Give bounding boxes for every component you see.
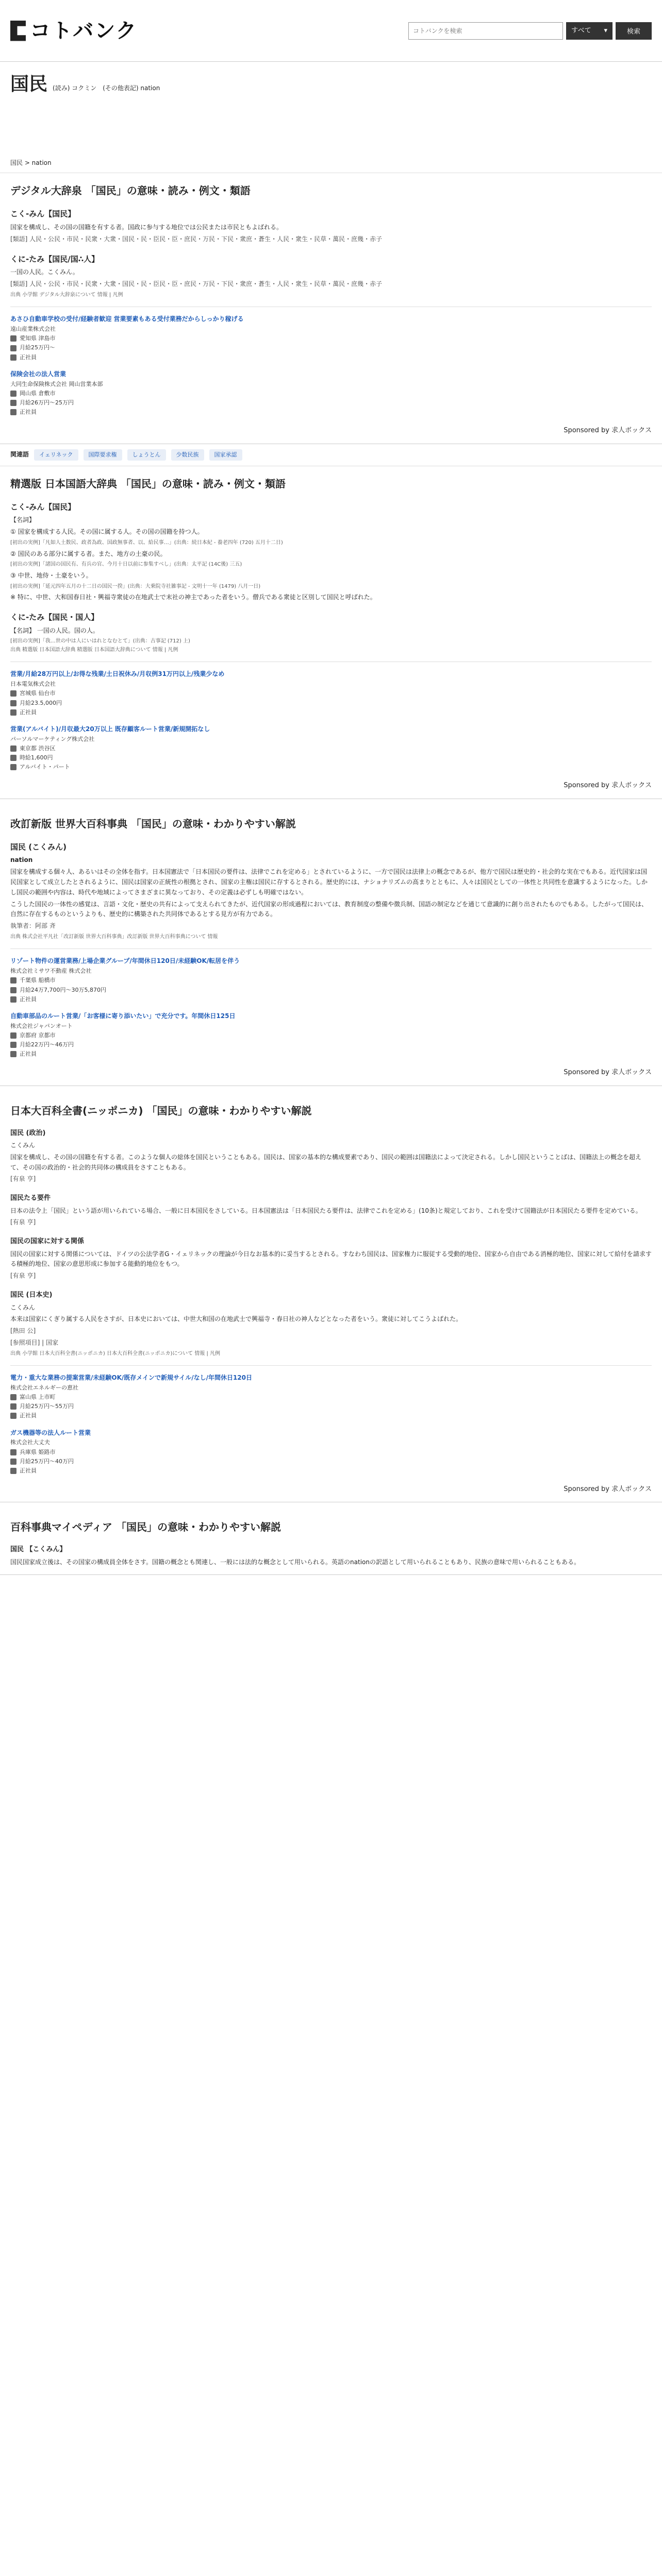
sense: ③ 中世、地侍・土豪をいう。: [10, 571, 92, 579]
badge-icon: [10, 1051, 16, 1057]
entry-heading: くに‐たみ【国民/国∴人】: [10, 254, 100, 264]
section-title: 日本大百科全書(ニッポニカ) 「国民」の意味・わかりやすい解説: [10, 1104, 312, 1117]
location-icon: [10, 745, 16, 752]
badge-icon: [10, 409, 16, 415]
company: 株式会社ミサワ不動産 株式会社: [10, 968, 92, 975]
location: 兵庫県 姫路市: [20, 1448, 56, 1455]
sponsored-by[interactable]: Sponsored by 求人ボックス: [564, 1485, 652, 1493]
location-icon: [10, 1449, 16, 1455]
job-title[interactable]: 保険会社の法人営業: [10, 370, 67, 378]
scope-label: すべて: [571, 26, 591, 35]
subheading: 国民たる要件: [10, 1194, 51, 1202]
related-tag[interactable]: イェリネック: [34, 449, 78, 461]
pay: 月給25万円〜40万円: [20, 1458, 74, 1465]
sense: ※ 特に、中世、大和国春日社・興福寺衆徒の在地武士で末社の神主であった者をいう。僧兵である衆徒と区別して国民と呼ばれた。: [10, 594, 376, 601]
employment-type: 正社員: [20, 1412, 37, 1419]
employment-type: アルバイト・パート: [20, 764, 70, 771]
page-title: [0, 62, 662, 101]
search-input[interactable]: [408, 22, 563, 40]
sponsored-by[interactable]: Sponsored by 求人ボックス: [564, 1069, 652, 1077]
yen-icon: [10, 1459, 16, 1465]
pay: 月給22万円〜46万円: [20, 1041, 74, 1048]
section-title: 精選版 日本国語大辞典 「国民」の意味・読み・例文・類語: [10, 477, 286, 490]
author: [有泉 亨]: [10, 1272, 36, 1280]
entry-text: 国家を構成し、その国の国籍を有する者。国政に参与する地位では公民または市民ともよばれる。: [10, 223, 283, 231]
entry-text: 国民国家成立後は、その国家の構成員全体をさす。国籍の概念とも関連し、一般には法的な概念として用いられる。英語のnationの訳語として用いられることもあり、民族の意味で用いられることもある。: [10, 1558, 580, 1566]
badge-icon: [10, 354, 16, 361]
pay: 月給24万7,700円〜30万5,870円: [20, 986, 106, 993]
section-title: デジタル大辞泉 「国民」の意味・読み・例文・類語: [10, 184, 251, 197]
entry-text: 日本の法令上「国民」という語が用いられている場合、一般に日本国民をさしている。日本国憲法は「日本国民たる要件は、法律でこれを定める」(10条)と規定しており、これを受けて国籍法が日本国民たる要件を定めている。: [10, 1207, 642, 1214]
entry-heading: こく‐みん【国民】: [10, 502, 76, 512]
breadcrumb[interactable]: 国民 > nation: [0, 153, 662, 173]
synonyms[interactable]: [類語] 人民・公民・市民・民衆・大衆・国民・民・臣民・臣・庶民・万民・下民・衆庶・蒼生・人民・衆生・民草・萬民・庶幾・赤子: [10, 235, 383, 243]
job-ad[interactable]: [10, 1373, 652, 1420]
job-title[interactable]: 電力・重大な業務の提案営業/未経験OK/既存メインで新規サイル/なし/年間休日120日: [10, 1374, 253, 1382]
subheading: 国民 【こくみん】: [10, 1546, 67, 1554]
location-icon: [10, 391, 16, 397]
job-ad[interactable]: [10, 369, 652, 417]
entry-text: 国民の国家に対する関係については、ドイツの公法学者G・イェリネックの理論が今日なお基本的に妥当するとされる。すなわち国民は、国家権力に服従する受動的地位、国家から自由である消極的地位、国家に対して給付を請求する積極的地位、国家の意思形成に参加する能動的地位をもつ。: [10, 1250, 652, 1268]
entry-text: 本来は国家にくぎり属する人民をさすが、日本史においては、中世大和国の在地武士で興福寺・春日社の神人などとなった者をいう。衆徒に対してこうよばれた。: [10, 1315, 462, 1323]
yen-icon: [10, 1403, 16, 1410]
location-icon: [10, 977, 16, 984]
title-word: 国民: [10, 74, 48, 95]
location: 富山県 上市町: [20, 1394, 56, 1401]
yen-icon: [10, 1042, 16, 1048]
kotobank-logo[interactable]: [10, 14, 137, 48]
section-seisenban: [0, 466, 662, 799]
title-reading: (読み) コクミン (その他表記) nation: [53, 84, 160, 92]
location: 岡山県 倉敷市: [20, 389, 56, 397]
citation: [初出の実例]「諸国の国民有、有兵の官、今月十日以前に参集すべし」(出典：太平記 (14C後) 三五): [10, 562, 242, 568]
source-note: 出典 小学館 日本大百科全書(ニッポニカ) 日本大百科全書(ニッポニカ)について 情報 | 凡例: [10, 1350, 221, 1357]
job-title[interactable]: 営業(アルバイト)/月収最大20万以上 既存顧客ルート営業/新規開拓なし: [10, 725, 210, 733]
entry-text: 国家を構成する個々人、あるいはその全体を指す。日本国憲法で「日本国民の要件は、法律でこれを定める」とされているように、一方で国民は法律上の概念であるが、他方で国民は歴史的・社会的な実在でもある。近代国家は国民国家として成立したとされるように、国民は国家の正統性の根拠とされ、国家の主権は国民に存するとされる。歴史的には、ナショナリズムの高まりとともに、人々は国民としての一体性と共同性を意識するようになった。しかし国民の範囲や内容は、時代や地域によってさまざまに異なっており、その定義は必ずしも明確ではない。: [10, 868, 648, 896]
source-note: 出典 精選版 日本国語大辞典 精選版 日本国語大辞典について 情報 | 凡例: [10, 647, 178, 653]
job-title[interactable]: 営業/月給28万円以上/お得な残業/土日祝休み/月収例31万円以上/残業少なめ: [10, 670, 225, 678]
yen-icon: [10, 755, 16, 761]
badge-icon: [10, 1413, 16, 1419]
sense: 【名詞】 一国の人民。国の人。: [10, 626, 99, 634]
job-title[interactable]: 自動車部品のルート営業/「お客様に寄り添いたい」で充分です。年間休日125日: [10, 1012, 236, 1020]
badge-icon: [10, 764, 16, 770]
citation: [初出の実例]「我…世の中は人にいはれとなむとて」(出典：古事記 (712) 上): [10, 638, 190, 645]
section-sekai-daihyakka: [0, 799, 662, 1086]
related-tag[interactable]: 少数民族: [171, 449, 204, 461]
pay: 月給26万円〜25万円: [20, 399, 74, 406]
company: 株式会社ジャパンオート: [10, 1022, 73, 1029]
sense: ② 国民のある部分に属する者。また、地方の土豪の民。: [10, 550, 167, 557]
location-icon: [10, 690, 16, 697]
employment-type: 正社員: [20, 353, 37, 361]
divider: [10, 948, 652, 949]
entry-heading: くに‐たみ【国民・国人】: [10, 612, 99, 622]
chevron-down-icon: ▾: [604, 26, 607, 35]
subheading: 国民 (政治): [10, 1129, 46, 1137]
location: 東京都 渋谷区: [20, 744, 56, 752]
entry-text: 一国の人民。こくみん。: [10, 268, 79, 276]
logo-mark-icon: [10, 21, 26, 41]
search-scope-select[interactable]: [566, 22, 613, 40]
reading: こくみん: [10, 1142, 36, 1149]
divider: [10, 1365, 652, 1366]
reference-links[interactable]: [参照項目] | 国家: [10, 1338, 59, 1346]
subheading: 国民の国家に対する関係: [10, 1238, 85, 1246]
pay: 月給25万円〜: [20, 344, 55, 351]
job-title[interactable]: リゾート物件の運営業務/上場企業グループ/年間休日120日/未経験OK/転居を伴う: [10, 957, 240, 965]
job-ad[interactable]: [10, 314, 652, 362]
related-words: [0, 444, 662, 466]
related-tag[interactable]: 国家承認: [209, 449, 242, 461]
related-tag[interactable]: しょうとん: [127, 449, 166, 461]
section-title: 百科事典マイペディア 「国民」の意味・わかりやすい解説: [10, 1521, 281, 1534]
section-digital-daijisen: [0, 173, 662, 444]
yen-icon: [10, 345, 16, 351]
related-label: 関連語: [10, 450, 29, 458]
badge-icon: [10, 1468, 16, 1474]
pay: 月給25万円〜55万円: [20, 1403, 74, 1410]
company: 遠山産業株式会社: [10, 326, 56, 333]
reading: こくみん: [10, 1303, 36, 1311]
author: 執筆者：阿部 斉: [10, 922, 56, 930]
badge-icon: [10, 996, 16, 1003]
entry-heading: こく‐みん【国民】: [10, 209, 76, 219]
company: パーソルマーケティング株式会社: [10, 735, 95, 742]
subheading: 国民 (日本史): [10, 1291, 53, 1299]
job-title[interactable]: あさひ自動車学校の受付/経験者歓迎 営業要素もある受付業務だからしっかり稼げる: [10, 315, 244, 323]
section-nipponica: [0, 1086, 662, 1503]
synonyms[interactable]: [類語] 人民・公民・市民・民衆・大衆・国民・民・臣民・臣・庶民・万民・下民・衆庶・蒼生・人民・衆生・民草・萬民・庶幾・赤子: [10, 280, 383, 288]
job-title[interactable]: ガス機器等の法人ルート営業: [10, 1429, 91, 1436]
job-ad[interactable]: [10, 724, 652, 772]
sense: ① 国家を構成する人民。その国に属する人。その国の国籍を持つ人。: [10, 528, 204, 536]
sponsored-by[interactable]: Sponsored by 求人ボックス: [564, 782, 652, 790]
entry-text: 国家を構成し、その国の国籍を有する者。このような個人の総体を国民ということもある。国民は、国家の基本的な構成要素であり、国民の範囲は国籍法によって決定される。しかし国民ということばは、国籍法上の概念を超えて、その国の政治的・社会的共同体の構成員をさすこともある。: [10, 1153, 642, 1171]
sponsored-by[interactable]: Sponsored by 求人ボックス: [564, 427, 652, 435]
location: 京都府 京都市: [20, 1031, 56, 1039]
employment-type: 正社員: [20, 1467, 37, 1474]
author: [有泉 亨]: [10, 1175, 36, 1183]
location-icon: [10, 1032, 16, 1039]
pay: 月給23.5,000円: [20, 699, 62, 706]
related-tag[interactable]: 国際要求権: [84, 449, 122, 461]
job-ad[interactable]: [10, 669, 652, 717]
pay: 時給1,600円: [20, 754, 53, 761]
entry-english: nation: [10, 856, 33, 864]
section-mypedia: [0, 1502, 662, 1574]
company: 大同生命保険株式会社 岡山営業本部: [10, 380, 103, 387]
part-of-speech: 【名詞】: [10, 516, 36, 524]
yen-icon: [10, 400, 16, 406]
logo-text: コトバンク: [30, 19, 138, 43]
citation: [初出の実例]「延元四年五月の十二日の国民一揆」(出典：大乗院寺社雑事記 - 文明十一年 (1479) 八月一日): [10, 583, 261, 589]
company: 株式会社エネルギーの恵社: [10, 1384, 78, 1391]
job-ad[interactable]: [10, 1428, 652, 1476]
citation: [初出の実例]「凡如人土数民、政者為政、国政無事者、以、給民事…」(出典：続日本紀 - 養老四年 (720) 五月十二日): [10, 540, 283, 546]
author: [熱田 公]: [10, 1327, 36, 1335]
search-button[interactable]: 検索: [616, 22, 652, 40]
location-icon: [10, 1394, 16, 1400]
company: 株式会社大丈夫: [10, 1439, 50, 1446]
source-note: 出典 株式会社平凡社「改訂新版 世界大百科事典」改訂新版 世界大百科事典について 情報: [10, 934, 218, 940]
entry-heading: 国民 (こくみん): [10, 842, 67, 852]
section-title: 改訂新版 世界大百科事典 「国民」の意味・わかりやすい解説: [10, 817, 296, 830]
entry-text: こうした国民の一体性の感覚は、言語・文化・歴史の共有によって支えられてきたが、近代国家の形成過程においては、教育制度の整備や徴兵制、国語の制定などを通じて意識的に創り出されたものでもある。したがって国民は、自然に存在するものというよりも、歴史的に構築された共同体であるとする見方が有力である。: [10, 900, 648, 918]
author: [有泉 亨]: [10, 1218, 36, 1226]
employment-type: 正社員: [20, 995, 37, 1003]
employment-type: 正社員: [20, 708, 37, 716]
employment-type: 正社員: [20, 1050, 37, 1058]
location-icon: [10, 335, 16, 342]
source-note: 出典 小学館 デジタル大辞泉について 情報 | 凡例: [10, 292, 123, 298]
badge-icon: [10, 709, 16, 716]
location: 千葉県 船橋市: [20, 977, 56, 984]
yen-icon: [10, 987, 16, 993]
location: 宮城県 仙台市: [20, 690, 56, 697]
job-ad[interactable]: [10, 956, 652, 1004]
company: 日本電気株式会社: [10, 681, 56, 688]
job-ad[interactable]: [10, 1011, 652, 1059]
location: 愛知県 津島市: [20, 335, 56, 342]
employment-type: 正社員: [20, 408, 37, 415]
yen-icon: [10, 700, 16, 706]
